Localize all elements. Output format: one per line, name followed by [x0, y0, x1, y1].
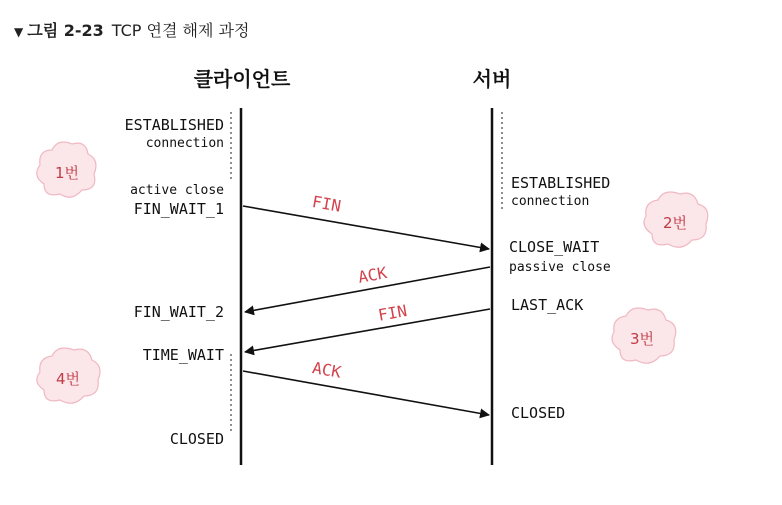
client-header: 클라이언트: [193, 67, 291, 91]
figure-number: 그림 2-23: [27, 21, 104, 40]
server-established: ESTABLISHED: [511, 174, 611, 192]
fin-label-2: FIN: [376, 301, 409, 325]
fin-arrow-server-to-client: [245, 309, 490, 352]
client-closed: CLOSED: [169, 430, 224, 448]
server-close-wait: CLOSE_WAIT: [509, 238, 600, 256]
fin-label-1: FIN: [310, 192, 343, 216]
passive-close-label: passive close: [509, 260, 611, 275]
step-bubble-2: [644, 192, 708, 247]
client-fin-wait-2: FIN_WAIT_2: [133, 303, 224, 321]
server-header: 서버: [472, 67, 512, 91]
client-fin-wait-1: FIN_WAIT_1: [133, 200, 224, 218]
client-established: ESTABLISHED: [124, 116, 224, 134]
step-bubble-1: [37, 142, 96, 197]
client-time-wait: TIME_WAIT: [142, 346, 224, 364]
step-4-label: 4번: [55, 370, 81, 388]
step-bubble-3: [612, 308, 676, 363]
server-last-ack: LAST_ACK: [511, 296, 584, 314]
server-closed: CLOSED: [511, 404, 566, 422]
ack-label-1: ACK: [356, 263, 389, 287]
step-1-label: 1번: [54, 164, 80, 182]
server-connection-note: connection: [511, 194, 590, 209]
client-connection-note: connection: [145, 136, 224, 151]
caption-marker: ▼: [14, 25, 24, 39]
step-2-label: 2번: [662, 214, 688, 232]
ack-arrow-client-to-server: [243, 371, 489, 415]
fin-arrow-client-to-server: [243, 206, 489, 249]
ack-label-2: ACK: [310, 358, 343, 382]
active-close-label: active close: [130, 183, 224, 198]
step-bubble-4: [37, 348, 100, 403]
figure-title: TCP 연결 해제 과정: [111, 21, 250, 40]
step-3-label: 3번: [629, 330, 655, 348]
